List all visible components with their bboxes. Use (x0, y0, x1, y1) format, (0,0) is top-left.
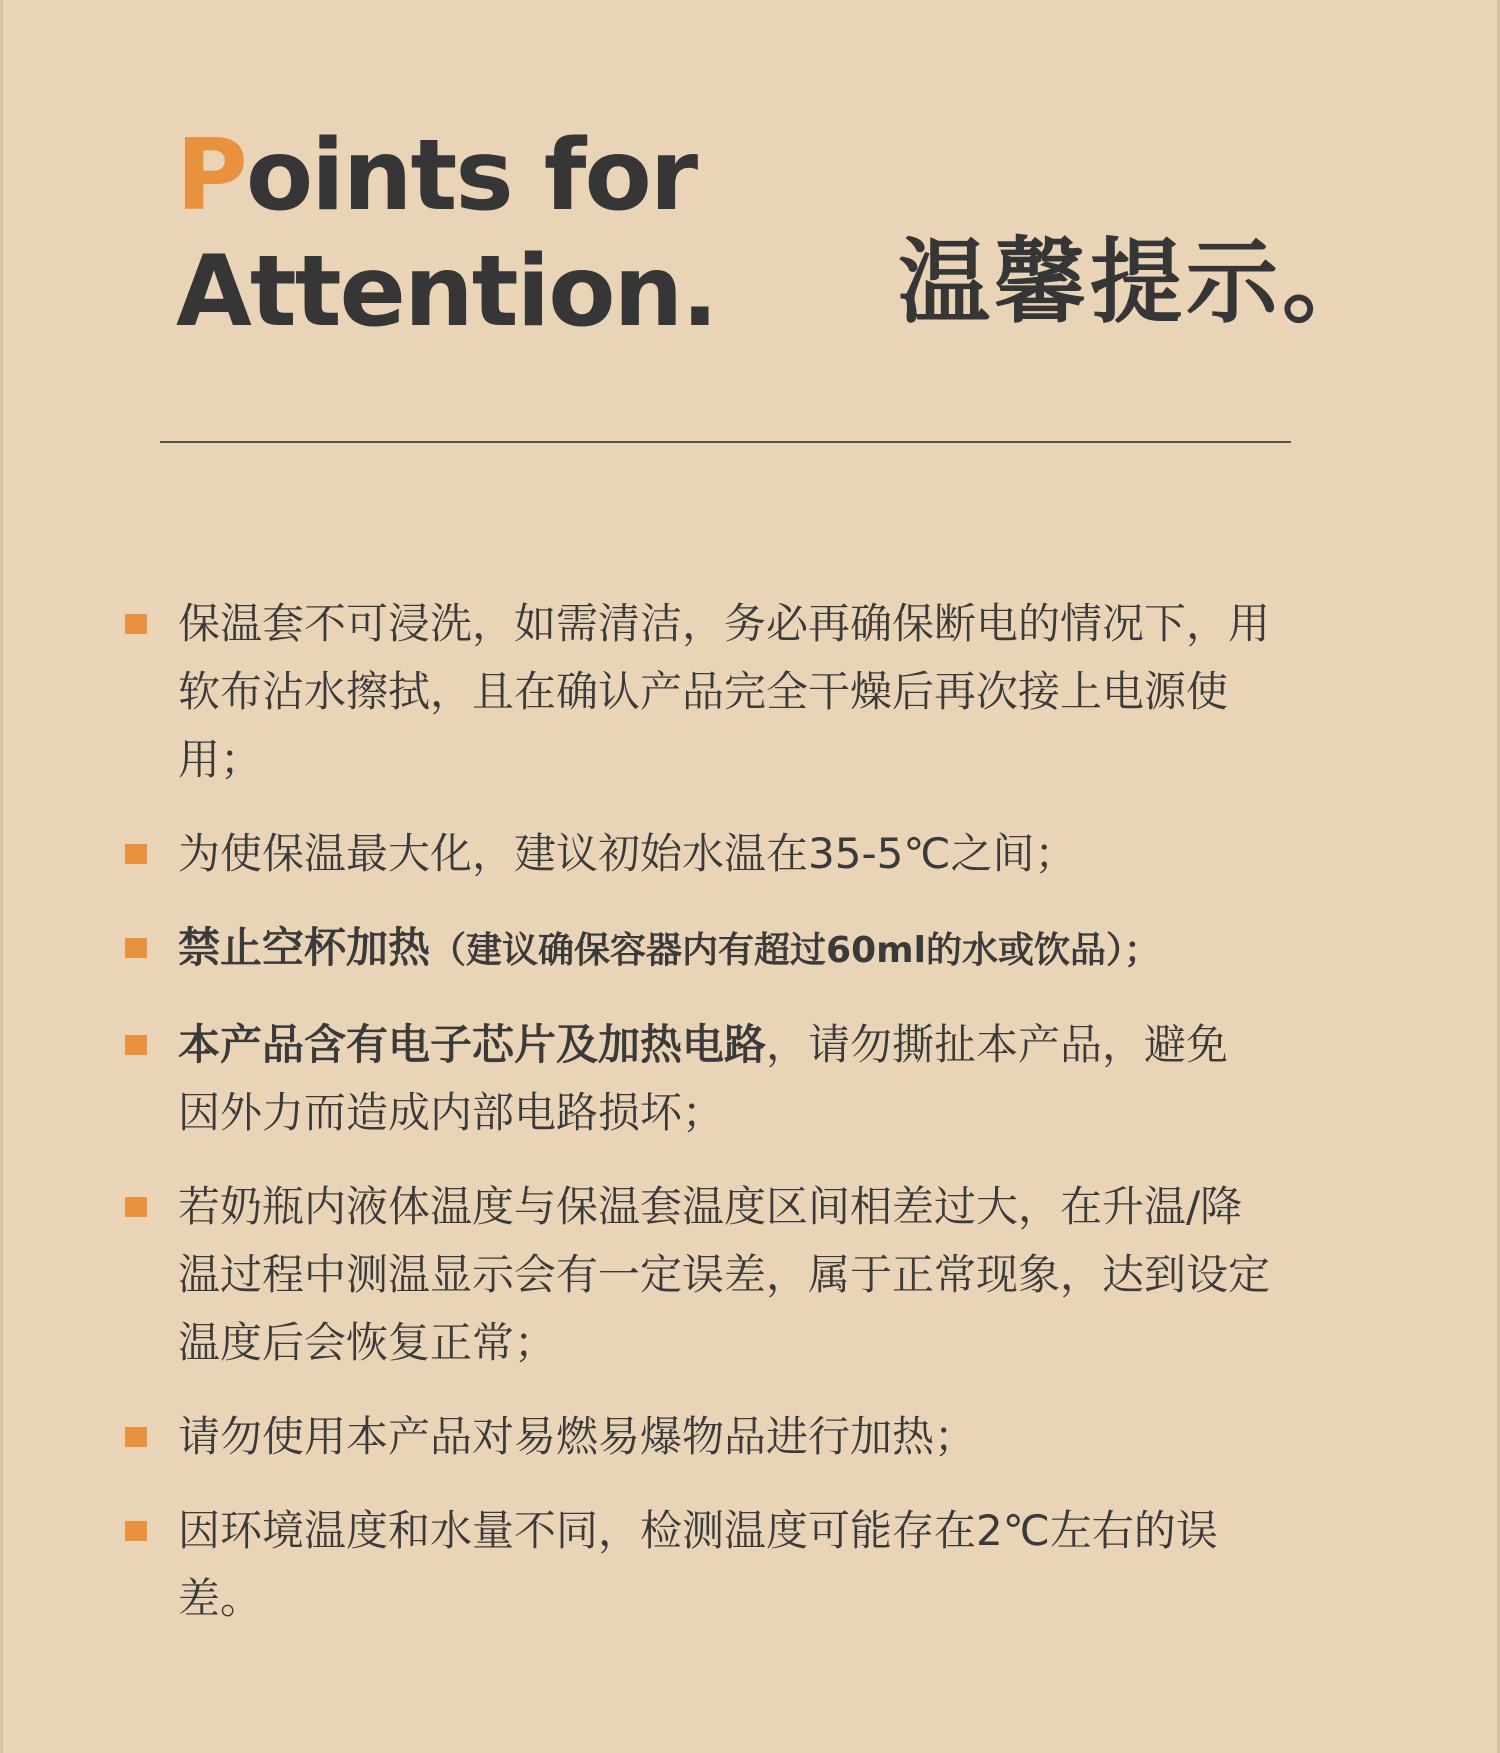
orange-square-bullet-icon (125, 1427, 147, 1447)
orange-square-bullet-icon (125, 1035, 147, 1055)
orange-square-bullet-icon (125, 938, 147, 958)
english-title-initial: P (176, 119, 246, 233)
english-title-line-1-rest: oints for (245, 119, 697, 233)
orange-square-bullet-icon (125, 844, 147, 864)
attention-item-water-temperature (120, 820, 1270, 888)
attention-item-aside-text: （建议确保容器内有超过60ml的水或饮品）； (430, 930, 1160, 971)
english-title-line-2: Attention. (176, 235, 717, 349)
attention-item-cleaning (120, 590, 1270, 794)
orange-square-bullet-icon (125, 614, 147, 634)
attention-item-main-text: 禁止空杯加热 (178, 923, 431, 972)
attention-item-text: 若奶瓶内液体温度与保温套温度区间相差过大，在升温/降温过程中测温显示会有一定误差，属于正常现象，达到设定温度后会恢复正常； (178, 1182, 1271, 1367)
attention-item-electronics (120, 1011, 1270, 1147)
attention-item-text: 请勿使用本产品对易燃易爆物品进行加热； (178, 1412, 977, 1461)
attention-item-measurement-error (120, 1497, 1270, 1633)
chinese-title: 温馨提示。 (898, 229, 1379, 336)
attention-item-text: ，请勿撕扯本产品，避免因外力而造成内部电路损坏； (178, 1020, 1229, 1137)
orange-square-bullet-icon (125, 1197, 147, 1217)
attention-item-flammable-materials (120, 1403, 1270, 1471)
attention-item-emphasis-text: 本产品含有电子芯片及加热电路 (178, 1020, 767, 1069)
english-title-line-1 (176, 118, 717, 234)
attention-item-empty-heating (120, 914, 1270, 985)
orange-square-bullet-icon (125, 1521, 147, 1541)
title-divider (160, 441, 1291, 443)
attention-list (120, 590, 1270, 1633)
attention-item-text: 因环境温度和水量不同，检测温度可能存在2℃左右的误差。 (178, 1506, 1218, 1623)
attention-item-text: 为使保温最大化，建议初始水温在35-5℃之间； (178, 829, 1077, 878)
attention-item-text: 保温套不可浸洗，如需清洁，务必再确保断电的情况下，用软布沾水擦拭，且在确认产品完全干燥后再次接上电源使用； (178, 599, 1271, 784)
attention-item-temperature-difference (120, 1173, 1270, 1377)
english-title (176, 118, 717, 350)
left-frame-edge (0, 0, 3, 1753)
